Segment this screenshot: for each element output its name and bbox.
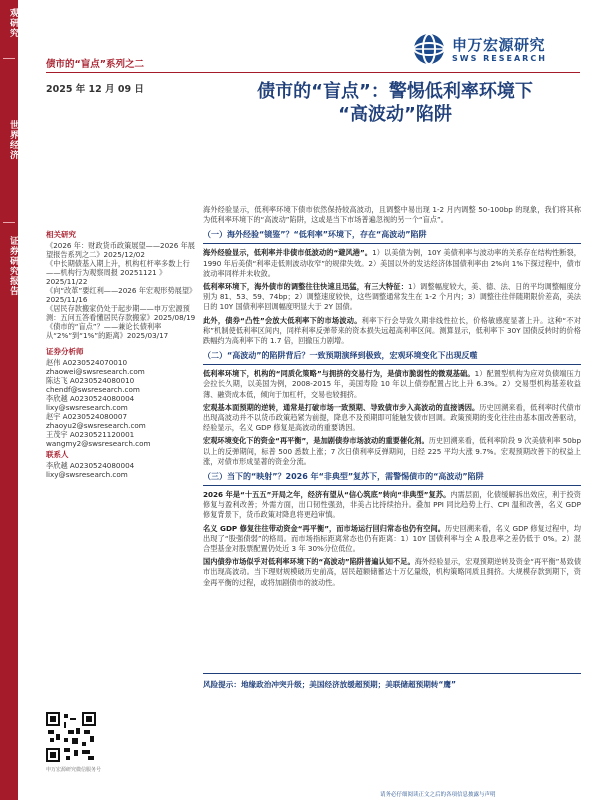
analyst-name: 陈达飞 A0230524080010	[46, 376, 135, 385]
analyst-email[interactable]: chendf@swsresearch.com	[46, 385, 140, 394]
wechat-qr-code-icon	[46, 712, 96, 762]
paragraph	[203, 248, 581, 279]
main-content	[203, 205, 581, 591]
contact-email[interactable]: lixy@swsresearch.com	[46, 470, 128, 479]
related-research-item[interactable]: 《债市的“盲点”？——兼论长债利率从“2%”到“1%”的距离》2025/03/17	[46, 322, 169, 340]
related-research-item[interactable]: 《向“改革”要红利——2026 年宏观形势展望》2025/11/16	[46, 286, 193, 304]
paragraph-body: 1）以美债为例，10Y 美债利率与波动率的关系存在结构性断裂，1990 年后美债“利率走低则波动收窄”的规律失效。2）美国以外的发达经济体国债利率由 2%向 1%下探过程中，债市波动率同样并未收敛。	[203, 248, 581, 278]
contact-name: 李欣越 A0230524080004	[46, 461, 135, 470]
sidebar-category-3: 证券研究报告	[8, 236, 18, 296]
contacts-heading: 联系人	[46, 450, 69, 459]
sidebar-divider	[3, 222, 15, 223]
title-line-2: “高波动”陷阱	[338, 104, 452, 125]
analyst-email[interactable]: lixy@swsresearch.com	[46, 403, 128, 412]
logo-globe-icon	[412, 32, 446, 66]
paragraph-body: 内需层面，化债缓解拆出效应，利于投资修复与盈利改善；外需方面，出口韧性强劲，非美占比持续抬升。叠加 PPI 同比趋势上行、CPI 温和改善，名义 GDP 修复背景下，货币政策对降息将更趋审慎。	[203, 490, 581, 520]
header-divider	[46, 72, 580, 73]
logo-chinese-name: 申万宏源研究	[452, 36, 546, 54]
paragraph	[203, 557, 581, 588]
sidebar-category-bar	[0, 0, 18, 800]
paragraph	[203, 316, 581, 347]
section-heading-3: （三）当下的“映射”？2026 年“非典型”复苏下，需警惕债市的“高波动”陷阱	[203, 470, 581, 486]
intro-paragraph: 海外经验显示，低利率环境下债市依然保持较高波动，且调整中易出现 1-2 月内调整 50-100bp 的现象，我们将其称为低利率环境下的“高波动”陷阱，这或是当下市场普遍忽视的另一个“盲点”。	[203, 205, 581, 225]
analyst-name: 赵宇 A0230524080007	[46, 412, 128, 421]
paragraph-lead: 国内债券市场似乎对低利率环境下的“高波动”陷阱普遍认知不足。	[203, 557, 415, 567]
paragraph-body: 利率下行会导致久期非线性拉长，价格敏感度显著上升。这种“不对称”机制使低利率区间内，同样利率反弹带来的资本损失远超高利率区间。测算显示，低利率下 30Y 国债反转时的价格跌幅约为高利率下的 1.7 倍，回撤压力剧增。	[203, 315, 581, 346]
analyst-name: 李欣越 A0230524080004	[46, 394, 135, 403]
logo-english-name: SWS RESEARCH	[452, 54, 547, 63]
sidebar-category-2: 世界经济	[8, 120, 18, 160]
sidebar-category-1: 观研究	[8, 8, 18, 38]
related-research-list	[46, 241, 196, 340]
paragraph-lead: 低利率环境下，海外债市的调整往往快速且迅猛，有三大特征：	[203, 282, 409, 292]
related-research-heading: 相关研究	[46, 230, 76, 239]
paragraph-lead: 宏观基本面预期的逆转，通常是打破市场一致预期、导致债市步入高波动的直接诱因。	[203, 402, 480, 412]
sidebar-divider	[3, 58, 15, 59]
title-line-1: 债市的“盲点”：警惕低利率环境下	[257, 81, 533, 102]
paragraph-lead: 此外，债券“凸性”会放大低利率下的市场波动。	[203, 315, 362, 325]
paragraph-lead: 2026 年是“十五五”开局之年，经济有望从“信心筑底”转向“非典型”复苏。	[203, 490, 451, 500]
analyst-email[interactable]: zhaoyu2@swsresearch.com	[46, 421, 146, 430]
company-logo	[412, 32, 582, 68]
paragraph-lead: 海外经验显示，低利率并非债市低波动的“避风港”。	[203, 248, 373, 258]
paragraph-body: 历史回溯来看，名义 GDP 修复过程中，均出现了“股强债弱”的格局。而市场指标距离常态也仍有距离：1）10Y 国债利率与全 A 股息率之差仍低于 0%。2）混合型基金对股票配置仍处近 3 年 30%分位低位。	[203, 523, 581, 554]
paragraph	[203, 436, 581, 467]
paragraph-body: 海外经验显示，宏观预期逆转及资金“再平衡”易致债市出现高波动。当下理财规模破历史前高，居民超额储蓄达十万亿量级，机构策略同质且拥挤。大规模存款到期下，资金再平衡的过程，或将加剧债市的波动性。	[203, 557, 582, 587]
report-title	[200, 80, 590, 126]
paragraph	[203, 524, 581, 555]
analysts-heading: 证券分析师	[46, 347, 84, 356]
paragraph	[203, 369, 581, 400]
related-research-item[interactable]: 《居民存款搬家仍处于起步期——申万宏源预测：五问五答看懂居民存款搬家》2025/08/19	[46, 304, 196, 322]
paragraph-body: 历史回溯来看，低利率时代债市出现高波动并不以货币政策趋紧为前提，降息不及预期即可能触发债市回调。政策预期的变化往往由基本面改善驱动，经验显示，名义 GDP 修复是高波动的重要诱因。	[203, 402, 581, 433]
series-label: 债市的“盲点”系列之二	[46, 59, 144, 70]
paragraph	[203, 490, 581, 521]
paragraph	[203, 282, 581, 313]
analyst-name: 王茂宇 A0230521120001	[46, 430, 135, 439]
left-column	[46, 230, 196, 479]
paragraph-lead: 宏观环境变化下的资金“再平衡”，是加剧债券市场波动的重要催化剂。	[203, 436, 429, 446]
analyst-email[interactable]: wangmy2@swsresearch.com	[46, 439, 151, 448]
footer-disclaimer: 请务必仔细阅读正文之后的各项信息披露与声明	[380, 792, 496, 798]
paragraph-lead: 低利率环境下，机构的“同质化策略”与拥挤的交易行为，是债市脆弱性的微观基础。	[203, 369, 475, 379]
paragraph-body: 历史回溯来看，低利率阶段 9 次美债利率 50bp 以上的反弹期间，标普 500 悉数上涨；7 次日债利率反弹期间，日经 225 平均大涨 9.7%。宏观预期改善下的权益上涨，对债市形成显著的资金分流。	[203, 436, 582, 466]
paragraph-lead: 名义 GDP 修复往往带动资金“再平衡”，而市场运行回归常态也仍有空间。	[203, 523, 445, 533]
related-research-item[interactable]: 《2026 年：财政货币政策展望——2026 年展望报告系列之二》2025/12/02	[46, 241, 195, 259]
paragraph	[203, 403, 581, 434]
section-heading-2: （二）“高波动”的陷阱背后？一致预期演绎到极致，宏观环境变化下出现反噬	[203, 349, 581, 365]
paragraph-body: 1）配置型机构为应对负债端压力会拉长久期，以美国为例，2008-2015 年，美国寿险 10 年以上债券配置占比上升 6.3%。2）交易型机构基差收益薄、融资成本低，倾向于加杠杆，交易也较拥挤。	[203, 369, 581, 399]
analysts-list	[46, 358, 196, 448]
analyst-email[interactable]: zhaowei@swsresearch.com	[46, 367, 145, 376]
analyst-name: 赵伟 A0230524070010	[46, 358, 128, 367]
paragraph-body: 1）调整幅度较大，美、德、法、日的平均调整幅度分别为 81、53、59、74bp；2）调整速度较快，这些调整通常发生在 1-2 个月内；3）调整往往伴随期限价差高，美法日的 10Y 国债利率回调幅度明显大于 2Y 国债。	[203, 282, 581, 312]
qr-caption: 申万宏源研究微信服务号	[46, 767, 102, 773]
risk-warning: 风险提示：地缘政治冲突升级；美国经济放缓超预期；美联储超预期转“鹰”	[203, 673, 581, 690]
report-date: 2025 年 12 月 09 日	[46, 84, 144, 95]
related-research-item[interactable]: 《中长期债基入期上升，机构杠杆率多数上行——机构行为观察周报 20251121 》2025/11/22	[46, 259, 190, 286]
section-heading-1: （一）海外经验“镜鉴”？“低利率”环境下，存在“高波动”陷阱	[203, 228, 581, 244]
